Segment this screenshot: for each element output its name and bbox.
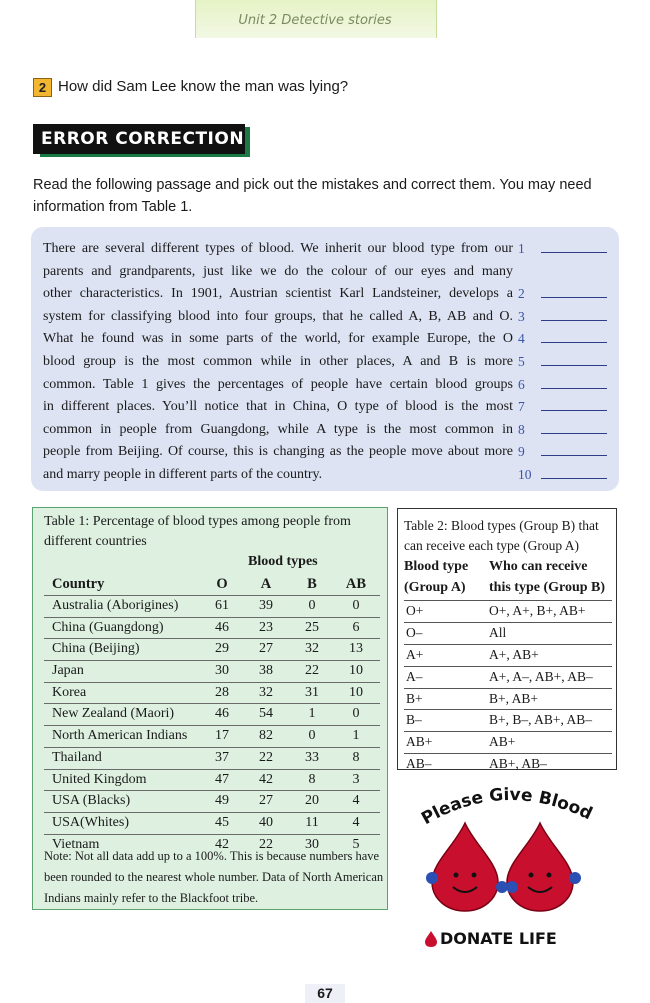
answer-blank[interactable] xyxy=(541,388,607,389)
answer-blank[interactable] xyxy=(541,297,607,298)
table-cell: 40 xyxy=(259,814,273,830)
answer-row xyxy=(518,464,613,487)
table1-note: Note: Not all data add up to a 100%. This is because numbers have been rounded to the nearest whole number. Data of North American Indians mainly refer to the Blackfoot tribe. xyxy=(44,849,384,905)
table-cell: 27 xyxy=(259,641,273,657)
table-cell: 28 xyxy=(215,684,229,700)
table2-header-a1: Blood type xyxy=(404,559,469,574)
unit-title: Unit 2 Detective stories xyxy=(238,13,392,28)
table-cell: A+, AB+ xyxy=(489,646,539,662)
passage-line: common in people from Guangdong, while A type is the most common in xyxy=(43,421,513,437)
table-cell: 8 xyxy=(352,749,360,765)
table-cell: AB– xyxy=(406,756,432,772)
answer-number: 3 xyxy=(518,308,525,324)
table-cell: Vietnam xyxy=(52,836,100,852)
table1-column-header: O xyxy=(216,576,228,592)
table-row xyxy=(404,731,612,753)
table1-header-row xyxy=(44,574,380,595)
table-cell: 22 xyxy=(305,663,319,679)
table-cell: 61 xyxy=(215,598,229,613)
table-cell: China (Beijing) xyxy=(52,641,140,657)
answer-number: 10 xyxy=(518,466,532,482)
table-cell: 20 xyxy=(305,793,319,809)
table-cell: 1 xyxy=(352,728,360,744)
table-cell: O+, A+, B+, AB+ xyxy=(489,603,586,618)
table-cell: Australia (Aborigines) xyxy=(52,598,179,613)
table-row xyxy=(404,688,612,710)
table-cell: United Kingdom xyxy=(52,771,147,787)
table1-column-header: A xyxy=(260,576,272,592)
table-cell: 42 xyxy=(215,836,229,852)
table-cell: 46 xyxy=(215,706,229,722)
answer-column xyxy=(518,238,613,487)
poster-slogan: Please Give Blood xyxy=(418,784,596,830)
table-cell: 6 xyxy=(352,619,360,635)
table-row xyxy=(44,682,380,704)
table-row xyxy=(44,812,380,834)
table-cell: 32 xyxy=(305,641,319,657)
table-cell: B+, B–, AB+, AB– xyxy=(489,712,593,728)
table1-column-header: B xyxy=(307,576,317,592)
table-cell: 22 xyxy=(259,836,273,852)
table-cell: 31 xyxy=(305,684,319,700)
answer-number: 5 xyxy=(518,353,525,369)
table-cell: 30 xyxy=(215,663,229,679)
table-cell: 17 xyxy=(215,728,229,744)
table-cell: AB+, AB– xyxy=(489,756,547,772)
passage-line: common. Table 1 gives the percentages of people have certain blood groups xyxy=(43,376,513,392)
answer-row xyxy=(518,283,613,306)
blood-drop-left-icon xyxy=(432,823,498,911)
table2-caption: Table 2: Blood types (Group B) that can receive each type (Group A) xyxy=(404,518,599,553)
answer-blank[interactable] xyxy=(541,410,607,411)
table-cell: Japan xyxy=(52,663,84,679)
answer-row xyxy=(518,351,613,374)
table-cell: B– xyxy=(406,712,422,728)
table-cell: Thailand xyxy=(52,749,102,765)
answer-blank[interactable] xyxy=(541,478,607,479)
table-row xyxy=(404,600,612,622)
table-cell: 47 xyxy=(215,771,229,787)
answer-row xyxy=(518,328,613,351)
table-cell: 8 xyxy=(308,771,316,787)
table-cell: 11 xyxy=(305,814,319,830)
table-cell: A+, A–, AB+, AB– xyxy=(489,668,593,684)
table-cell: AB+ xyxy=(489,734,516,750)
table1-body xyxy=(44,595,380,855)
answer-row xyxy=(518,306,613,329)
table-cell: O+ xyxy=(406,603,424,618)
answer-number: 4 xyxy=(518,331,525,347)
table-cell: B+, AB+ xyxy=(489,690,538,706)
table-cell: 0 xyxy=(352,598,360,613)
table-row xyxy=(44,747,380,769)
answer-row xyxy=(518,419,613,442)
answer-row xyxy=(518,441,613,464)
table-cell: USA (Blacks) xyxy=(52,793,131,809)
table2-header-b1: Who can receive xyxy=(489,559,588,574)
table-cell: 23 xyxy=(259,619,273,635)
table-cell: All xyxy=(489,624,507,640)
table-cell: 1 xyxy=(308,706,316,722)
table-row xyxy=(404,709,612,731)
table-cell: A+ xyxy=(406,646,424,662)
answer-number: 2 xyxy=(518,286,525,302)
table-row xyxy=(44,790,380,812)
answer-blank[interactable] xyxy=(541,365,607,366)
passage-line: people from Beijing. Of course, this is changing as the people move about more xyxy=(43,444,513,460)
table-cell: O– xyxy=(406,624,423,640)
table-row xyxy=(44,617,380,639)
question-number-badge: 2 xyxy=(33,78,52,97)
donate-life-label: DONATE LIFE xyxy=(440,929,557,948)
table-cell: 42 xyxy=(259,771,273,787)
table-cell: 33 xyxy=(305,749,319,765)
table-row xyxy=(404,753,612,775)
table-cell: 22 xyxy=(259,749,273,765)
table-cell: AB+ xyxy=(406,734,433,750)
table-cell: 49 xyxy=(215,793,229,809)
table-cell: 37 xyxy=(215,749,229,765)
section-title: ERROR CORRECTION xyxy=(33,124,245,154)
passage-line: blood group is the most common while in other places, A and B is more xyxy=(43,353,513,369)
answer-row xyxy=(518,238,613,261)
page-number: 67 xyxy=(305,984,345,1003)
table-cell: B+ xyxy=(406,690,423,706)
table-row xyxy=(44,703,380,725)
table-cell: 27 xyxy=(259,793,273,809)
table-cell: 29 xyxy=(215,641,229,657)
passage-text xyxy=(43,238,513,487)
passage-line: parents and grandparents, just like we do the colour of our eyes and many xyxy=(43,263,513,279)
answer-blank[interactable] xyxy=(541,455,607,456)
table-cell: 46 xyxy=(215,619,229,635)
answer-number: 8 xyxy=(518,421,525,437)
answer-number: 1 xyxy=(518,241,525,256)
answer-number: 6 xyxy=(518,376,525,392)
table-row xyxy=(404,644,612,666)
table-row xyxy=(44,660,380,682)
question-text: How did Sam Lee know the man was lying? xyxy=(58,78,349,95)
table-cell: 5 xyxy=(352,836,360,852)
table-row xyxy=(44,595,380,617)
table-cell: 4 xyxy=(352,814,360,830)
answer-blank[interactable] xyxy=(541,320,607,321)
table-cell: 10 xyxy=(349,684,363,700)
table-row xyxy=(44,769,380,791)
answer-row xyxy=(518,396,613,419)
table2-body xyxy=(404,600,612,775)
table-cell: USA(Whites) xyxy=(52,814,129,830)
table-cell: 0 xyxy=(308,728,316,744)
table1-group-header: Blood types xyxy=(248,554,318,569)
passage-line: in different places. You’ll notice that in China, O type of blood is the most xyxy=(43,399,513,415)
poster-slogan-text xyxy=(418,785,595,829)
table-cell: 30 xyxy=(305,836,319,852)
blood-drop-right-icon xyxy=(507,823,573,911)
table-cell: 4 xyxy=(352,793,360,809)
table-cell: 32 xyxy=(259,684,273,700)
table1-column-header: AB xyxy=(345,576,367,592)
table-row xyxy=(404,666,612,688)
section-instruction: Read the following passage and pick out the mistakes and correct them. You may need information from Table 1. xyxy=(33,177,592,215)
table-cell: 10 xyxy=(349,663,363,679)
table-cell: 0 xyxy=(352,706,360,722)
answer-number: 7 xyxy=(518,399,525,415)
table-cell: 45 xyxy=(215,814,229,830)
table-cell: 82 xyxy=(259,728,273,744)
table2-header-b2: this type (Group B) xyxy=(489,580,606,595)
table-cell: New Zealand (Maori) xyxy=(52,706,175,722)
passage-line: What he found was in some parts of the world, for example Europe, the O xyxy=(43,331,513,347)
table-cell: North American Indians xyxy=(52,728,188,744)
table-cell: A– xyxy=(406,668,423,684)
answer-blank[interactable] xyxy=(541,342,607,343)
table-cell: 0 xyxy=(308,598,316,613)
table-cell: Korea xyxy=(52,684,87,700)
answer-blank[interactable] xyxy=(541,252,607,253)
table-row xyxy=(44,725,380,747)
passage-line: There are several different types of blood. We inherit our blood type from our xyxy=(43,241,513,256)
passage-line: and marry people in different parts of the country. xyxy=(43,466,323,482)
table1-column-header: Country xyxy=(52,576,105,592)
table1-caption: Table 1: Percentage of blood types among people from different countries xyxy=(44,514,351,549)
table-cell: 39 xyxy=(259,598,273,613)
table-cell: 25 xyxy=(305,619,319,635)
table-cell: China (Guangdong) xyxy=(52,619,164,635)
answer-blank[interactable] xyxy=(541,433,607,434)
give-blood-illustration xyxy=(410,775,615,920)
answer-row xyxy=(518,261,613,284)
answer-number: 9 xyxy=(518,444,525,460)
answer-row xyxy=(518,374,613,397)
table-row xyxy=(44,638,380,660)
drop-icon xyxy=(424,930,438,948)
table-row xyxy=(404,622,612,644)
table-cell: 38 xyxy=(259,663,273,679)
table2-header-a2: (Group A) xyxy=(404,580,466,595)
table-cell: 54 xyxy=(259,706,273,722)
passage-line: other characteristics. In 1901, Austrian scientist Karl Landsteiner, develops a xyxy=(43,286,513,302)
table-cell: 13 xyxy=(349,641,363,657)
table-cell: 3 xyxy=(352,771,360,787)
passage-line: system for classifying blood into four groups, that he called A, B, AB and O. xyxy=(43,308,513,324)
